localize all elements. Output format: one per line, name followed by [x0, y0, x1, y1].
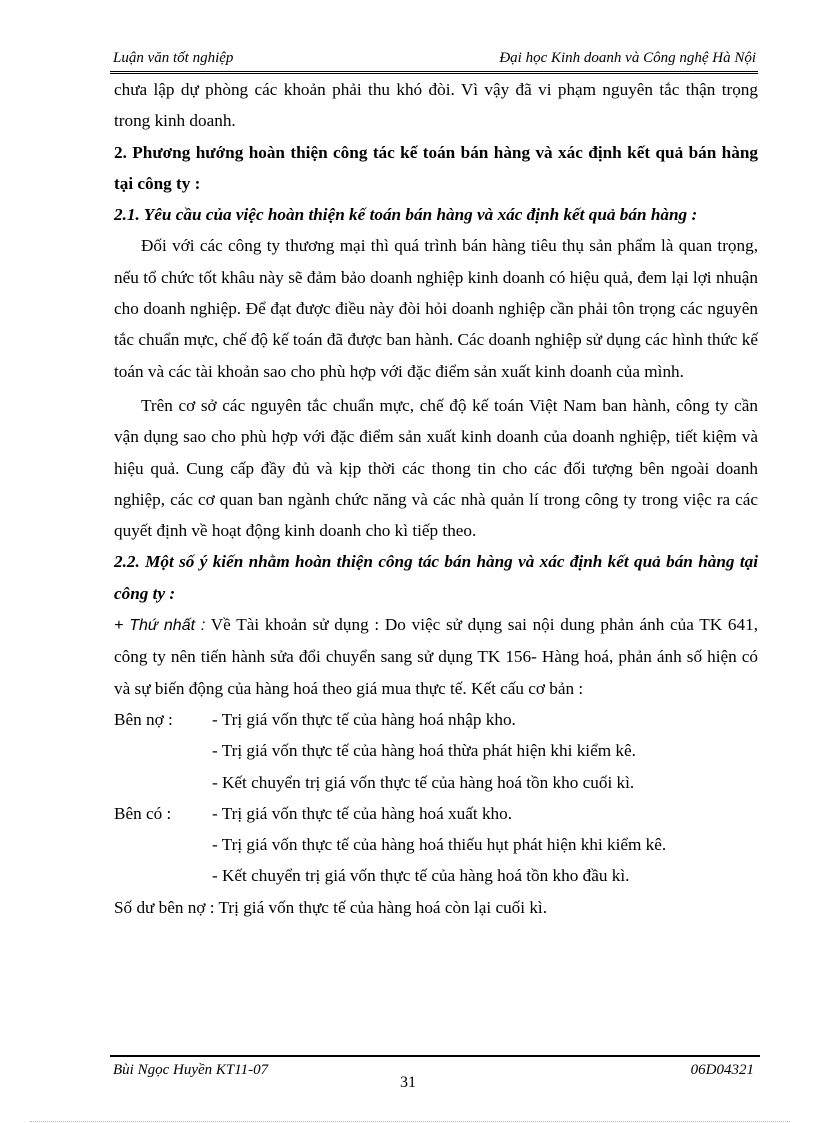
credit-row-3: [114, 860, 758, 891]
credit-row-1: [114, 798, 758, 829]
intro-paragraph: chưa lập dự phòng các khoản phải thu khó đòi. Vì vậy đã vi phạm nguyên tắc thận trọng trong kinh doanh.: [114, 80, 758, 131]
credit-item: - Trị giá vốn thực tế của hàng hoá thiếu hụt phát hiện khi kiểm kê.: [212, 835, 667, 855]
debit-row-3: [114, 767, 758, 798]
footer-author: Bùi Ngọc Huyền KT11-07: [113, 1062, 269, 1078]
footer-divider: [110, 1055, 760, 1057]
section-2-1-paragraph-1: Đối với các công ty thương mại thì quá trình bán hàng tiêu thụ sản phẩm là quan trọng, nếu tổ chức tốt khâu này sẽ đảm bảo doanh nghiệp kinh doanh có hiệu quả, đem lại lợi nhuận cho doanh nghiệp. Để đạt được điều này đòi hỏi doanh nghiệp cần phải tôn trọng các nguyên tắc chuẩn mực, chế độ kế toán đã được ban hành. Các doanh nghiệp sử dụng các hình thức kế toán và các tài khoản sao cho phù hợp với đặc điểm sản xuất kinh doanh của mình.: [114, 236, 758, 381]
header-thesis-label: Luận văn tốt nghiệp: [113, 50, 234, 66]
debit-balance-line: Số dư bên nợ : Trị giá vốn thực tế của hàng hoá còn lại cuối kì.: [114, 897, 547, 917]
footer-student-id: 06D04321: [690, 1062, 754, 1078]
credit-item: - Trị giá vốn thực tế của hàng hoá xuất kho.: [212, 803, 513, 823]
section-2-1-heading: 2.1. Yêu cầu của việc hoàn thiện kế toán bán hàng và xác định kết quả bán hàng :: [114, 205, 698, 225]
section-2-2-heading: 2.2. Một số ý kiến nhằm hoàn thiện công tác bán hàng và xác định kết quả bán hàng tại công ty :: [114, 552, 758, 603]
debit-item: - Trị giá vốn thực tế của hàng hoá thừa phát hiện khi kiểm kê.: [212, 741, 636, 761]
debit-item: - Kết chuyển trị giá vốn thực tế của hàng hoá tồn kho cuối kì.: [212, 772, 635, 792]
debit-row-2: [114, 735, 758, 766]
first-point-text: Về Tài khoản sử dụng : Do việc sử dụng sai nội dung phản ánh của TK 641, công ty nên tiến hành sửa đổi chuyển sang sử dụng TK 156- Hàng hoá, phản ánh số hiện có và sự biến động của hàng hoá theo giá mua thực tế. Kết cấu cơ bản :: [114, 615, 759, 698]
credit-item: - Kết chuyển trị giá vốn thực tế của hàng hoá tồn kho đầu kì.: [212, 866, 630, 886]
header-university: Đại học Kinh doanh và Công nghệ Hà Nội: [499, 50, 756, 66]
page-body: [114, 74, 758, 923]
page-edge-dotted-line: [30, 1121, 790, 1122]
debit-row-1: [114, 704, 758, 735]
section-2-heading: 2. Phương hướng hoàn thiện công tác kế toán bán hàng và xác định kết quả bán hàng tại công ty :: [114, 142, 758, 193]
section-2-1-paragraph-2: Trên cơ sở các nguyên tắc chuẩn mực, chế độ kế toán Việt Nam ban hành, công ty cần vận dụng sao cho phù hợp với đặc điểm sản xuất kinh doanh của doanh nghiệp, tiết kiệm và hiệu quả. Cung cấp đầy đủ và kịp thời các thong tin cho các đối tượng bên ngoài doanh nghiệp, các cơ quan ban ngành chức năng và các nhà quản lí trong công ty trong việc ra các quyết định về hoạt động kinh doanh cho kì tiếp theo.: [114, 395, 758, 541]
credit-row-2: [114, 829, 758, 860]
debit-item: - Trị giá vốn thực tế của hàng hoá nhập kho.: [212, 709, 516, 729]
first-point-paragraph: [114, 609, 758, 704]
debit-label: Bên nợ :: [114, 709, 173, 729]
credit-label: Bên có :: [114, 803, 172, 823]
first-point-label: + Thứ nhất :: [114, 617, 206, 635]
page-number: 31: [400, 1074, 416, 1091]
